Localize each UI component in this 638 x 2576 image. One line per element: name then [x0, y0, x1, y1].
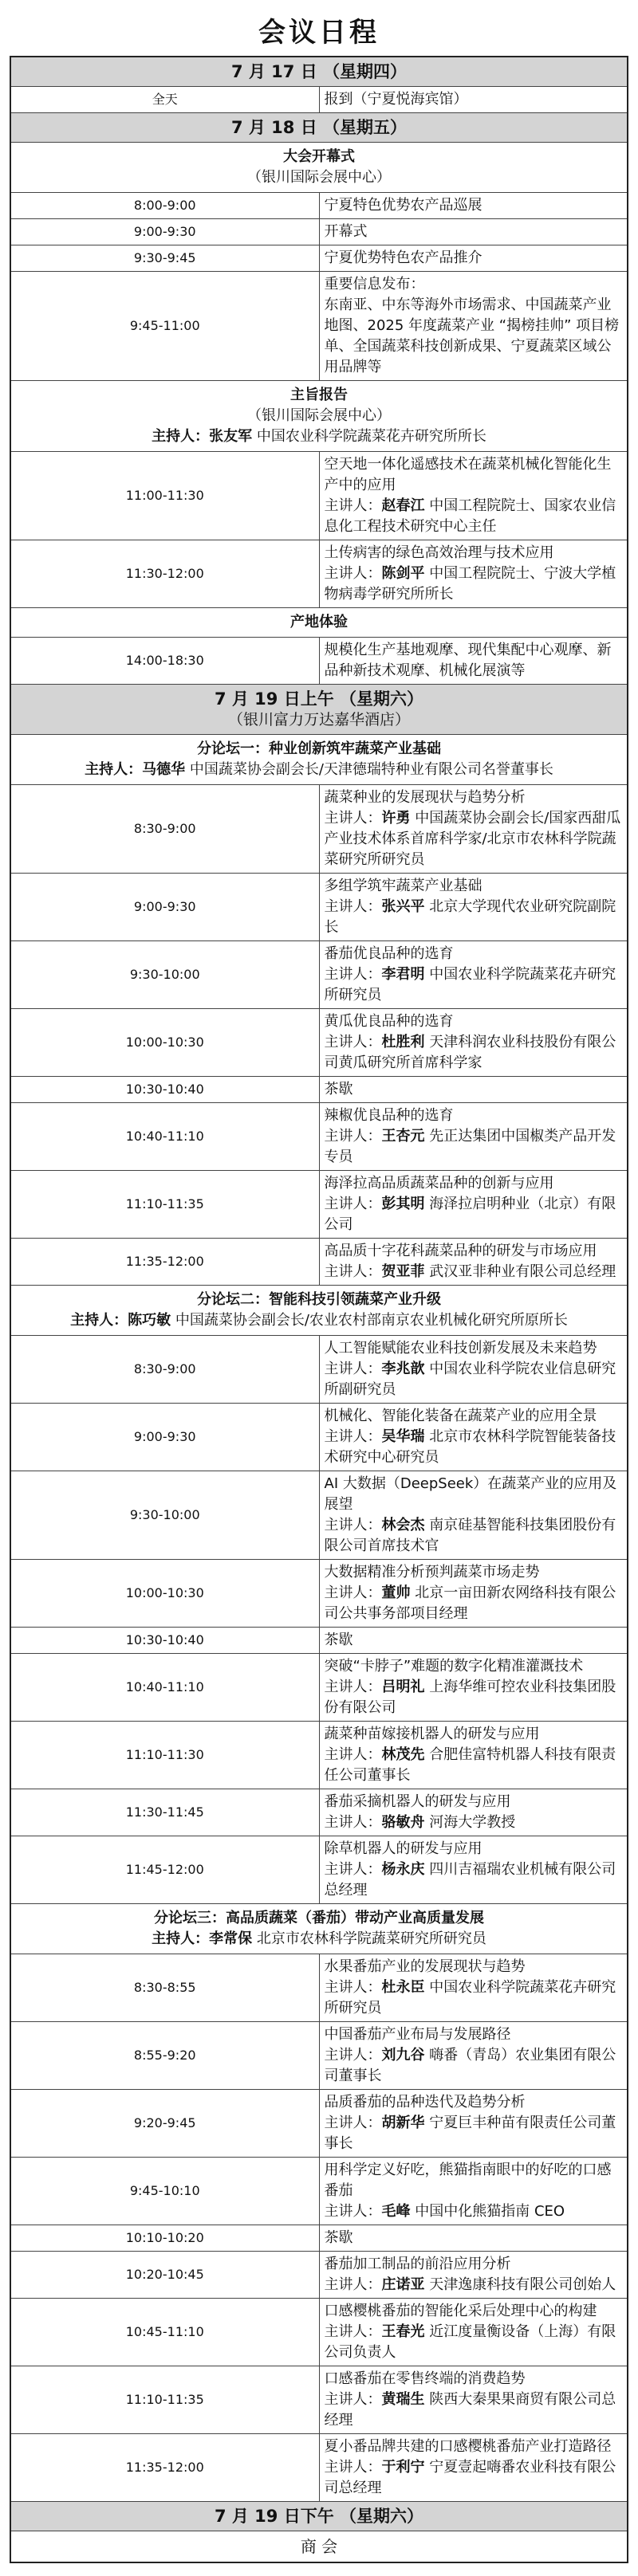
time-cell: 10:20-10:45: [10, 2252, 319, 2299]
speaker-title: 四川吉福瑞农业机械有限公司总经理: [324, 1861, 616, 1899]
talk-title: 茶歇: [324, 1632, 353, 1648]
schedule-row: [10, 1628, 628, 1654]
time-cell: 11:30-12:00: [10, 540, 319, 608]
talk-title: 大数据精准分析预判蔬菜市场走势: [324, 1564, 540, 1581]
section-title: 分论坛三：高品质蔬菜（番茄）带动产业高质量发展: [154, 1910, 484, 1926]
section-title: 分论坛一：种业创新筑牢蔬菜产业基础: [197, 740, 441, 757]
content-cell: [319, 2252, 628, 2299]
schedule-row: [10, 540, 628, 608]
content-cell: [319, 1171, 628, 1239]
talk-title: 蔬菜种苗嫁接机器人的研发与应用: [324, 1726, 540, 1742]
speaker-name: 赵春江: [381, 497, 425, 514]
time-cell: 10:00-10:30: [10, 1560, 319, 1628]
schedule-row: [10, 1077, 628, 1103]
schedule-row: [10, 2299, 628, 2366]
content-cell: [319, 2022, 628, 2090]
content-cell: [319, 1404, 628, 1471]
content-cell: [319, 245, 628, 272]
schedule-row: [10, 1171, 628, 1239]
time-cell: 11:00-11:30: [10, 452, 319, 540]
speaker-line: [325, 564, 623, 605]
schedule-row: [10, 2090, 628, 2158]
speaker-line: [325, 1677, 623, 1718]
speaker-label: 主讲人：: [324, 2047, 382, 2064]
speaker-line: [325, 897, 623, 938]
speaker-title: 天津逸康科技有限公司创始人: [429, 2276, 616, 2293]
talk-title: 机械化、智能化装备在蔬菜产业的应用全景: [324, 1408, 597, 1424]
speaker-line: [325, 1977, 623, 2019]
section-host: [16, 760, 622, 780]
time-cell: 10:10-10:20: [10, 2225, 319, 2252]
page-title: 会议日程: [258, 17, 380, 49]
schedule-row: [10, 638, 628, 685]
section-header: [10, 381, 628, 452]
talk-title: 水果番茄产业的发展现状与趋势: [324, 1958, 526, 1975]
content-cell: [319, 2158, 628, 2225]
section-header-row: [10, 735, 628, 785]
content-cell: [319, 2299, 628, 2366]
speaker-title: 中国农业科学院蔬菜花卉研究所研究员: [324, 1979, 616, 2016]
content-cell: [319, 941, 628, 1009]
talk-title: 重要信息发布：: [324, 276, 425, 293]
host-title: 北京市农林科学院蔬菜研究所研究员: [256, 1930, 486, 1947]
day-header-text: 7 月 19 日上午 （星期六）: [214, 689, 424, 709]
day-header: [10, 113, 628, 143]
speaker-line: [325, 2113, 623, 2154]
schedule-row: [10, 1954, 628, 2022]
section-host: [16, 1929, 622, 1950]
speaker-name: 彭其明: [381, 1196, 425, 1212]
content-cell: [319, 1103, 628, 1171]
speaker-title: 上海华维可控农业科技集团股份有限公司: [324, 1679, 616, 1716]
speaker-label: 主讲人：: [324, 497, 382, 514]
time-cell: 8:55-9:20: [10, 2022, 319, 2090]
day-header-text: 7 月 19 日下午 （星期六）: [214, 2507, 424, 2526]
schedule-row: [10, 219, 628, 245]
talk-title: 黄瓜优良品种的选育: [324, 1013, 454, 1030]
speaker-label: 主讲人：: [324, 1814, 382, 1831]
schedule-row: [10, 2225, 628, 2252]
speaker-line: [325, 496, 623, 537]
speaker-label: 主讲人：: [324, 1196, 382, 1212]
speaker-label: 主讲人：: [324, 2391, 382, 2408]
section-header: [10, 1904, 628, 1954]
section-venue: （银川国际会展中心）: [247, 407, 391, 424]
speaker-title: 宁夏壹起嗨番农业科技有限公司总经理: [324, 2459, 616, 2496]
time-cell: 14:00-18:30: [10, 638, 319, 685]
schedule-row: [10, 87, 628, 113]
speaker-title: 宁夏巨丰种苗有限责任公司董事长: [324, 2115, 616, 2152]
content-cell: [319, 638, 628, 685]
speaker-name: 骆敏舟: [381, 1814, 425, 1831]
speaker-title: 嗨番（青岛）农业集团有限公司董事长: [324, 2047, 616, 2084]
talk-title: 中国番茄产业布局与发展路径: [324, 2026, 511, 2043]
talk-title: 茶歇: [324, 1081, 353, 1098]
speaker-label: 主讲人：: [324, 565, 382, 582]
time-cell: 8:30-9:00: [10, 785, 319, 874]
talk-title: 高品质十字花科蔬菜品种的研发与市场应用: [324, 1243, 597, 1259]
time-cell: 11:10-11:35: [10, 1171, 319, 1239]
speaker-title: 南京硅基智能科技集团股份有限公司首席技术官: [324, 1517, 616, 1554]
host-label: 主持人：: [152, 1930, 210, 1947]
day-header-row: [10, 57, 628, 87]
speaker-title: 中国中化熊猫指南 CEO: [415, 2203, 565, 2220]
time-cell: 11:10-11:35: [10, 2366, 319, 2434]
day-header-row: [10, 2502, 628, 2531]
time-cell: 9:00-9:30: [10, 1404, 319, 1471]
speaker-name: 杜永臣: [381, 1979, 425, 1996]
speaker-title: 天津科润农业科技股份有限公司黄瓜研究所首席科学家: [324, 1034, 616, 1071]
content-cell: [319, 785, 628, 874]
talk-title: AI 大数据（DeepSeek）在蔬菜产业的应用及展望: [324, 1475, 617, 1513]
talk-title: 番茄加工制品的前沿应用分析: [324, 2256, 511, 2272]
time-cell: 8:30-8:55: [10, 1954, 319, 2022]
host-name: 陈巧敏: [128, 1312, 171, 1329]
speaker-name: 贺亚菲: [381, 1263, 425, 1280]
talk-title: 番茄采摘机器人的研发与应用: [324, 1793, 511, 1810]
time-cell: 10:30-10:40: [10, 1077, 319, 1103]
day-header-text: 7 月 18 日 （星期五）: [230, 118, 408, 137]
talk-title: 规模化生产基地观摩、现代集配中心观摩、新品种新技术观摩、机械化展演等: [324, 642, 612, 679]
speaker-label: 主讲人：: [324, 2459, 382, 2476]
closing-cell: 商 会: [10, 2531, 628, 2563]
talk-title: 宁夏特色优势农产品巡展: [324, 197, 482, 214]
speaker-label: 主讲人：: [324, 1128, 382, 1145]
time-cell: 11:30-11:45: [10, 1789, 319, 1836]
talk-title: 口感番茄在零售终端的消费趋势: [324, 2370, 526, 2387]
talk-title: 除草机器人的研发与应用: [324, 1840, 482, 1857]
speaker-line: [325, 1359, 623, 1400]
speaker-title: 河海大学教授: [429, 1814, 516, 1831]
day-header: [10, 2502, 628, 2531]
time-cell: 10:40-11:10: [10, 1654, 319, 1722]
time-cell: 10:00-10:30: [10, 1009, 319, 1077]
time-cell: 11:10-11:30: [10, 1722, 319, 1789]
section-host: [16, 426, 622, 447]
section-header: [10, 735, 628, 785]
speaker-title: 先正达集团中国椒类产品开发专员: [324, 1128, 616, 1165]
speaker-line: [325, 1515, 623, 1557]
speaker-name: 王杏元: [381, 1128, 425, 1145]
speaker-label: 主讲人：: [324, 2115, 382, 2131]
content-cell: [319, 2225, 628, 2252]
speaker-title: 中国蔬菜协会副会长/国家西甜瓜产业技术体系首席科学家/北京市农林科学院蔬菜研究所研究员: [324, 810, 621, 868]
content-cell: [319, 540, 628, 608]
speaker-name: 王春光: [381, 2323, 425, 2340]
speaker-title: 北京大学现代农业研究院副院长: [324, 898, 616, 936]
talk-title: 品质番茄的品种迭代及趋势分析: [324, 2094, 526, 2111]
schedule-row: [10, 193, 628, 219]
speaker-title: 中国工程院院士、国家农业信息化工程技术研究中心主任: [324, 497, 616, 535]
speaker-label: 主讲人：: [324, 1584, 382, 1601]
host-label: 主持人：: [152, 428, 210, 445]
speaker-line: [325, 1812, 623, 1833]
speaker-name: 陈剑平: [381, 565, 425, 582]
speaker-label: 主讲人：: [324, 1361, 382, 1377]
speaker-name: 张兴平: [381, 898, 425, 915]
speaker-line: [325, 2201, 623, 2222]
talk-title: 茶歇: [324, 2229, 353, 2246]
speaker-label: 主讲人：: [324, 810, 382, 827]
speaker-title: 中国工程院院士、宁波大学植物病毒学研究所所长: [324, 565, 616, 603]
speaker-line: [325, 1032, 623, 1074]
speaker-name: 李君明: [381, 966, 425, 983]
section-title: 主旨报告: [290, 387, 348, 403]
host-title: 中国蔬菜协会副会长/农业农村部南京农业机械化研究所原所长: [175, 1312, 568, 1329]
speaker-label: 主讲人：: [324, 1746, 382, 1763]
content-cell: [319, 2090, 628, 2158]
schedule-row: [10, 452, 628, 540]
schedule-row: [10, 2022, 628, 2090]
schedule-row: [10, 1471, 628, 1560]
talk-title: 宁夏优势特色农产品推介: [324, 249, 482, 266]
time-cell: 9:00-9:30: [10, 874, 319, 941]
speaker-name: 林茂先: [381, 1746, 425, 1763]
schedule-row: [10, 785, 628, 874]
speaker-name: 胡新华: [381, 2115, 425, 2131]
section-header: [10, 1286, 628, 1336]
speaker-line: [325, 1859, 623, 1901]
day-header-row: [10, 113, 628, 143]
speaker-line: [325, 1194, 623, 1235]
section-title: 分论坛二：智能科技引领蔬菜产业升级: [197, 1291, 441, 1308]
schedule-row: [10, 2252, 628, 2299]
talk-title: 蔬菜种业的发展现状与趋势分析: [324, 789, 526, 806]
speaker-label: 主讲人：: [324, 1263, 382, 1280]
speaker-name: 林会杰: [381, 1517, 425, 1533]
speaker-label: 主讲人：: [324, 966, 382, 983]
host-title: 中国蔬菜协会副会长/天津德瑞特种业有限公司名誉董事长: [189, 761, 553, 778]
section-venue: （银川国际会展中心）: [247, 169, 391, 186]
speaker-title: 中国农业科学院蔬菜花卉研究所研究员: [324, 966, 616, 1003]
day-header: [10, 57, 628, 87]
speaker-line: [325, 1745, 623, 1786]
host-name: 李常保: [209, 1930, 253, 1947]
host-label: 主持人：: [70, 1312, 128, 1329]
speaker-line: [325, 1262, 623, 1282]
speaker-title: 合肥佳富特机器人科技有限责任公司董事长: [324, 1746, 616, 1784]
schedule-row: [10, 1336, 628, 1404]
speaker-line: [325, 1126, 623, 1168]
section-header-row: [10, 1286, 628, 1336]
talk-title: 报到（宁夏悦海宾馆）: [324, 91, 468, 108]
schedule-row: [10, 272, 628, 381]
speaker-line: [325, 808, 623, 870]
section-header: [10, 608, 628, 638]
schedule-row: [10, 1404, 628, 1471]
content-cell: [319, 1654, 628, 1722]
time-cell: 11:45-12:00: [10, 1836, 319, 1904]
speaker-label: 主讲人：: [324, 2276, 382, 2293]
schedule-body: [10, 57, 628, 2562]
content-cell: [319, 1239, 628, 1286]
content-cell: [319, 1009, 628, 1077]
speaker-label: 主讲人：: [324, 1034, 382, 1050]
day-header-text: 7 月 17 日 （星期四）: [230, 62, 408, 81]
speaker-label: 主讲人：: [324, 1861, 382, 1878]
talk-title: 口感樱桃番茄的智能化采后处理中心的构建: [324, 2303, 597, 2319]
talk-title: 多组学筑牢蔬菜产业基础: [324, 878, 482, 894]
talk-title: 辣椒优良品种的选育: [324, 1107, 454, 1124]
speaker-line: [325, 1427, 623, 1468]
time-cell: 9:00-9:30: [10, 219, 319, 245]
content-cell: [319, 1077, 628, 1103]
time-cell: 11:35-12:00: [10, 2434, 319, 2502]
content-cell: [319, 1836, 628, 1904]
schedule-row: [10, 1654, 628, 1722]
speaker-title: 中国农业科学院农业信息研究所副研究员: [324, 1361, 616, 1398]
schedule-table: [10, 56, 628, 2563]
speaker-line: [325, 2275, 623, 2295]
content-cell: [319, 272, 628, 381]
speaker-line: [325, 2457, 623, 2499]
speaker-name: 庄诺亚: [381, 2276, 425, 2293]
section-header-row: [10, 143, 628, 193]
schedule-row: [10, 2366, 628, 2434]
content-cell: [319, 2366, 628, 2434]
talk-title: 海泽拉高品质蔬菜品种的创新与应用: [324, 1175, 554, 1192]
content-cell: [319, 2434, 628, 2502]
content-cell: [319, 193, 628, 219]
time-cell: 10:30-10:40: [10, 1628, 319, 1654]
speaker-label: 主讲人：: [324, 1679, 382, 1695]
day-header: [10, 685, 628, 735]
speaker-name: 于利宁: [381, 2459, 425, 2476]
content-cell: [319, 219, 628, 245]
speaker-title: 海泽拉启明种业（北京）有限公司: [324, 1196, 616, 1233]
schedule-row: [10, 1103, 628, 1171]
content-cell: [319, 1336, 628, 1404]
content-cell: [319, 87, 628, 113]
schedule-row: [10, 1560, 628, 1628]
schedule-row: [10, 2434, 628, 2502]
schedule-row: [10, 1009, 628, 1077]
speaker-name: 黄瑞生: [381, 2391, 425, 2408]
talk-title: 用科学定义好吃，熊猫指南眼中的好吃的口感番茄: [324, 2162, 612, 2199]
content-cell: [319, 452, 628, 540]
speaker-name: 毛峰: [381, 2203, 411, 2220]
speaker-name: 吕明礼: [381, 1679, 425, 1695]
time-cell: 9:30-9:45: [10, 245, 319, 272]
speaker-title: 近江度量衡设备（上海）有限公司负责人: [324, 2323, 616, 2361]
time-cell: 10:40-11:10: [10, 1103, 319, 1171]
content-cell: [319, 1471, 628, 1560]
speaker-line: [325, 2389, 623, 2431]
section-header-row: [10, 381, 628, 452]
closing-row: [10, 2531, 628, 2563]
time-cell: 10:45-11:10: [10, 2299, 319, 2366]
speaker-name: 许勇: [381, 810, 411, 827]
talk-title: 土传病害的绿色高效治理与技术应用: [324, 544, 554, 561]
speaker-name: 李兆歆: [381, 1361, 425, 1377]
speaker-title: 武汉亚非种业有限公司总经理: [429, 1263, 616, 1280]
section-header: [10, 143, 628, 193]
schedule-row: [10, 874, 628, 941]
speaker-label: 主讲人：: [324, 1979, 382, 1996]
speaker-line: [325, 2322, 623, 2363]
speaker-title: 北京一亩田新农网络科技有限公司公共事务部项目经理: [324, 1584, 616, 1622]
speaker-name: 吴华瑞: [381, 1428, 425, 1445]
talk-title: 开幕式: [324, 223, 368, 240]
schedule-row: [10, 1836, 628, 1904]
content-cell: [319, 874, 628, 941]
host-name: 张友军: [209, 428, 253, 445]
host-title: 中国农业科学院蔬菜花卉研究所所长: [256, 428, 486, 445]
schedule-row: [10, 1239, 628, 1286]
host-label: 主持人：: [85, 761, 143, 778]
content-cell: [319, 1954, 628, 2022]
time-cell: 9:30-10:00: [10, 941, 319, 1009]
speaker-label: 主讲人：: [324, 1517, 382, 1533]
host-name: 马德华: [142, 761, 186, 778]
content-cell: [319, 1722, 628, 1789]
talk-title: 夏小番品牌共建的口感樱桃番茄产业打造路径: [324, 2438, 612, 2455]
speaker-label: 主讲人：: [324, 2203, 382, 2220]
section-title: 大会开幕式: [283, 148, 355, 165]
speaker-title: 陕西大秦果果商贸有限公司总经理: [324, 2391, 616, 2429]
speaker-line: [325, 2045, 623, 2087]
speaker-label: 主讲人：: [324, 2323, 382, 2340]
time-cell: 9:20-9:45: [10, 2090, 319, 2158]
section-title: 产地体验: [290, 614, 348, 630]
talk-title: 番茄优良品种的选育: [324, 945, 454, 962]
schedule-row: [10, 2158, 628, 2225]
speaker-name: 杜胜利: [381, 1034, 425, 1050]
speaker-name: 董帅: [381, 1584, 411, 1601]
time-cell: 8:00-9:00: [10, 193, 319, 219]
schedule-row: [10, 1789, 628, 1836]
section-host: [16, 1310, 622, 1331]
speaker-title: 北京市农林科学院智能装备技术研究中心研究员: [324, 1428, 616, 1466]
content-cell: [319, 1560, 628, 1628]
speaker-name: 刘九谷: [381, 2047, 425, 2064]
day-header-row: [10, 685, 628, 735]
time-cell: 9:45-10:10: [10, 2158, 319, 2225]
section-header-row: [10, 1904, 628, 1954]
schedule-row: [10, 245, 628, 272]
schedule-row: [10, 1722, 628, 1789]
talk-title: 突破“卡脖子”难题的数字化精准灌溉技术: [324, 1658, 584, 1675]
time-cell: 9:30-10:00: [10, 1471, 319, 1560]
time-cell: 11:35-12:00: [10, 1239, 319, 1286]
talk-detail: 东南亚、中东等海外市场需求、中国蔬菜产业地图、2025 年度蔬菜产业 “揭榜挂帅” 项目榜单、全国蔬菜科技创新成果、宁夏蔬菜区域公用品牌等: [324, 296, 620, 375]
time-cell: 全天: [10, 87, 319, 113]
talk-title: 空天地一体化遥感技术在蔬菜机械化智能化生产中的应用: [324, 456, 612, 493]
speaker-label: 主讲人：: [324, 898, 382, 915]
talk-title: 人工智能赋能农业科技创新发展及未来趋势: [324, 1340, 597, 1357]
day-venue: （银川富力万达嘉华酒店）: [227, 711, 410, 728]
speaker-line: [325, 964, 623, 1006]
content-cell: [319, 1789, 628, 1836]
speaker-name: 杨永庆: [381, 1861, 425, 1878]
time-cell: 9:45-11:00: [10, 272, 319, 381]
schedule-row: [10, 941, 628, 1009]
speaker-line: [325, 1583, 623, 1624]
content-cell: [319, 1628, 628, 1654]
time-cell: 8:30-9:00: [10, 1336, 319, 1404]
section-header-row: [10, 608, 628, 638]
speaker-label: 主讲人：: [324, 1428, 382, 1445]
